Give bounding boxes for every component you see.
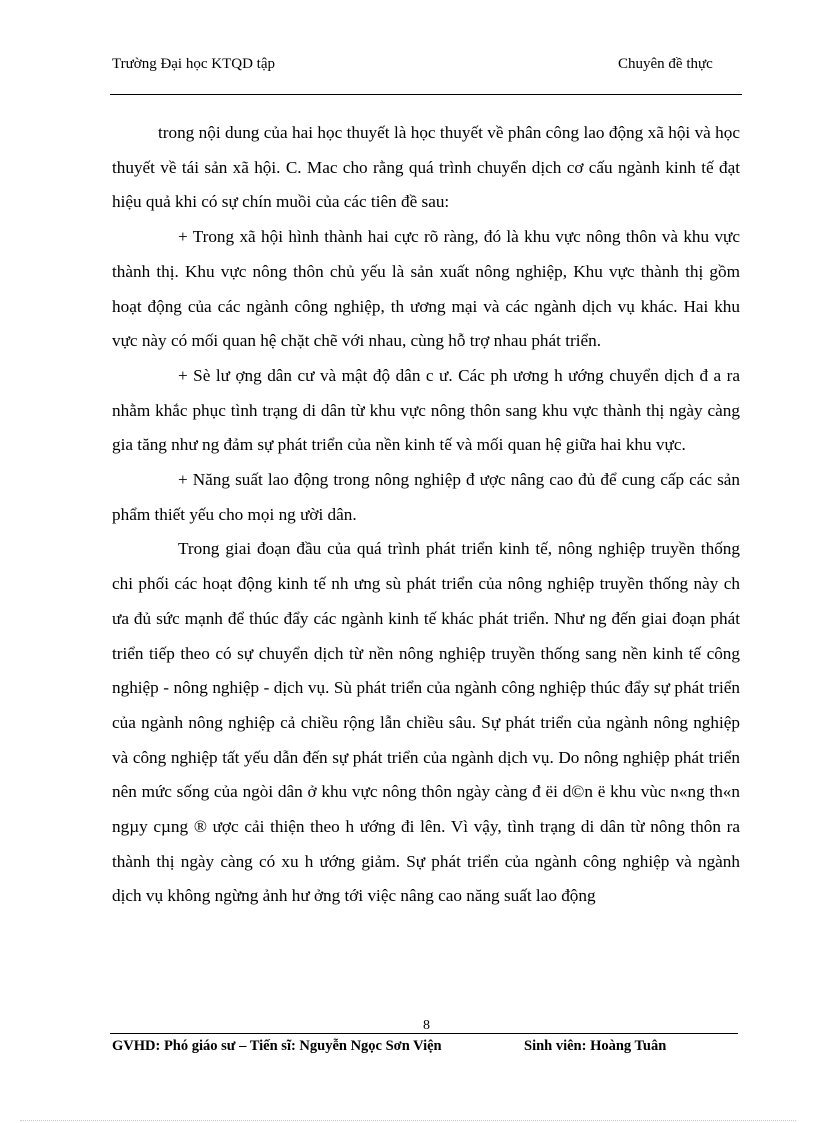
paragraph-1: trong nội dung của hai học thuyết là học thuyết về phân công lao động xã hội và học thuyết về tái sản xã hội. C. Mac cho rằng quá trình chuyển dịch cơ cấu ngành kinh tế đạt hiệu quả khi có sự chín muồi của các tiên đề sau: [112,123,740,212]
page-body [112,116,740,914]
paragraph-4: + Năng suất lao động trong nông nghiệp đ ược nâng cao đủ để cung cấp các sản phẩm thiết yếu cho mọi ng ười dân. [112,470,740,524]
page-number: 8 [423,1018,430,1033]
header-document-type: Chuyên đề thực [618,56,713,72]
header-school-name: Trường Đại học KTQD tập [112,56,275,72]
paragraph-2: + Trong xã hội hình thành hai cực rõ ràng, đó là khu vực nông thôn và khu vực thành thị. Khu vực nông thôn chủ yếu là sản xuất nông nghiệp, Khu vực thành thị gồm hoạt động của các ngành công nghiệp, th ương mại và các ngành dịch vụ khác. Hai khu vực này có mối quan hệ chặt chẽ với nhau, cùng hỗ trợ nhau phát triển. [112,227,740,351]
footer-advisor: GVHD: Phó giáo sư – Tiến sĩ: Nguyễn Ngọc Sơn Viện [112,1038,442,1054]
page-bottom-border [20,1120,796,1121]
footer-divider [110,1033,738,1034]
paragraph-3: + Sè lư ợng dân cư và mật độ dân c ư. Các ph ương h ướng chuyển dịch đ a ra nhằm khắc phục tình trạng di dân từ khu vực nông thôn sang khu vực thành thị ngày càng gia tăng như ng đảm sự phát triển của nền kinh tế và mối quan hệ giữa hai khu vực. [112,365,740,455]
footer-student: Sinh viên: Hoàng Tuân [524,1038,667,1054]
paragraph-5: Trong giai đoạn đầu của quá trình phát triển kinh tế, nông nghiệp truyền thống chi phối các hoạt động kinh tế nh ưng sù phát triển của nông nghiệp truyền thống này ch ưa đủ sức mạnh để thúc đẩy các ngành kinh tế khác phát triển. Như ng đến giai đoạn phát triển tiếp theo có sự chuyển dịch từ nền nông nghiệp truyền thống sang nền kinh tế công nghiệp - nông nghiệp - dịch vụ. Sù phát triển của ngành công nghiệp thúc đẩy sự phát triển của ngành nông nghiệp cả chiều rộng lẫn chiều sâu. Sự phát triển của ngành nông nghiệp và công nghiệp tất yếu dẫn đến sự phát triển của ngành dịch vụ. Do nông nghiệp phát triển nên mức sống của ngòi dân ở khu vực nông thôn ngày càng đ ëi d©n ë khu vùc n«ng th«n ngµy cµng ® ược cải thiện theo h ướng đi lên. Vì vậy, tình trạng di dân từ nông thôn ra thành thị ngày càng có xu h ướng giảm. Sự phát triển của ngành công nghiệp và ngành dịch vụ không ngừng ảnh hư ởng tới việc nâng cao năng suất lao động [112,539,740,906]
header-divider [110,94,742,95]
